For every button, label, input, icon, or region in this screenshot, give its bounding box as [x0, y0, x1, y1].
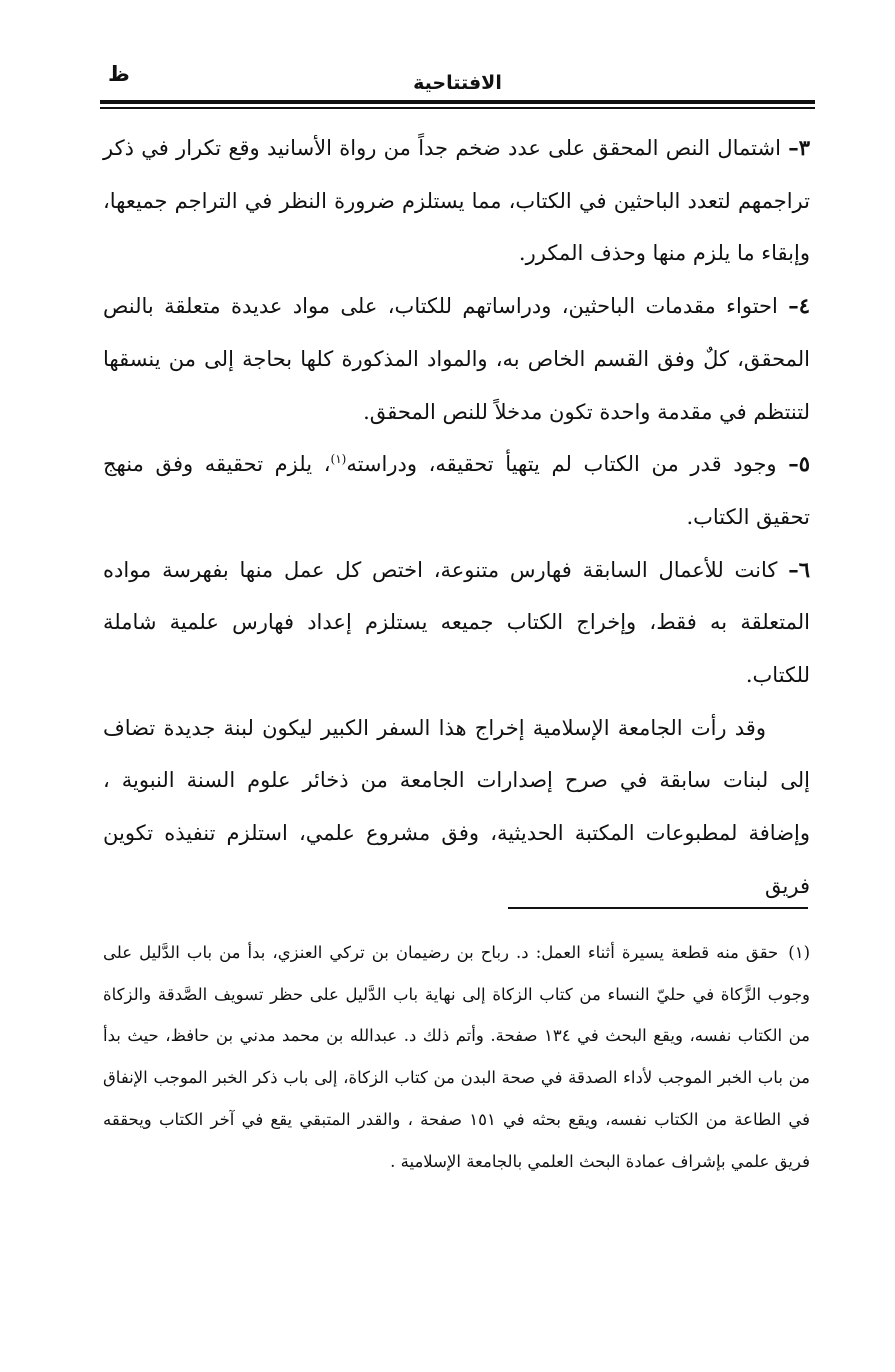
item-number: ٦– [788, 556, 810, 582]
paragraph-text: كانت للأعمال السابقة فهارس متنوعة، اختص كل عمل منها بفهرسة مواده المتعلقة به فقط، وإخراج الكتاب جميعه يستلزم إعداد فهارس علمية شاملة للكتاب. [103, 557, 810, 688]
header-title: الافتتاحية [413, 72, 502, 94]
paragraph-text: وجود قدر من الكتاب لم يتهيأ تحقيقه، ودراسته [346, 452, 789, 477]
item-number: ٤– [788, 293, 810, 319]
item-number: ٣– [788, 135, 810, 160]
body-text [103, 122, 810, 913]
running-header [100, 58, 815, 98]
footnote-reference[interactable]: (١) [330, 452, 347, 467]
footnote-item [103, 932, 810, 1182]
header-rule-thin [100, 107, 815, 109]
paragraph-item-3 [103, 122, 810, 280]
footnote-text: حقق منه قطعة يسيرة أثناء العمل: د. رباح بن رضيمان بن تركي العنزي، بدأ من باب الدَّليل على وجوب الزَّكاة في حليّ النساء من كتاب الزكاة إلى نهاية باب الدَّليل على حظر تسويف الصَّدقة والزكاة من الكتاب نفسه، ويقع البحث في ١٣٤ صفحة. وأتم ذلك د. عبدالله بن محمد مدني بن حافظ، حيث بدأ من باب الخبر الموجب لأداء الصدقة في صحة البدن من كتاب الزكاة، إلى باب ذكر الخبر الموجب الإنفاق في الطاعة من الكتاب نفسه، ويقع بحثه في ١٥١ صفحة ، والقدر المتبقي يقع في آخر الكتاب ويحققه فريق علمي بإشراف عمادة البحث العلمي بالجامعة الإسلامية . [103, 943, 810, 1171]
paragraph-closing: وقد رأت الجامعة الإسلامية إخراج هذا السفر الكبير ليكون لبنة جديدة تضاف إلى لبنات سابقة في صرح إصدارات الجامعة من ذخائر علوم السنة النبوية ، وإضافة لمطبوعات المكتبة الحديثية، وفق مشروع علمي، استلزم تنفيذه تكوين فريق [103, 715, 810, 898]
paragraph-text: احتواء مقدمات الباحثين، ودراساتهم للكتاب، على مواد عديدة متعلقة بالنص المحقق، كلٌ وفق القسم الخاص به، والمواد المذكورة كلها بحاجة إلى من ينسقها لتنتظم في مقدمة واحدة تكون مدخلاً للنص المحقق. [103, 294, 810, 424]
paragraph-text-continued: ، يلزم تحقيقه وفق منهج تحقيق الكتاب. [103, 452, 810, 529]
footnote-separator [508, 907, 808, 909]
paragraph-item-4 [103, 280, 810, 438]
paragraph-item-5 [103, 438, 810, 543]
item-number: ٥– [788, 451, 810, 477]
footnote-marker: (١) [788, 943, 810, 962]
footnotes [103, 932, 810, 1182]
page-number-letter: ظ [108, 62, 130, 86]
paragraph-text: اشتمال النص المحقق على عدد ضخم جداً من رواة الأسانيد وقع تكرار في ذكر تراجمهم لتعدد الباحثين في الكتاب، مما يستلزم ضرورة النظر في التراجم جميعها، وإبقاء ما يلزم منها وحذف المكرر. [103, 136, 810, 266]
paragraph-item-6 [103, 544, 810, 702]
header-rule-thick [100, 100, 815, 104]
